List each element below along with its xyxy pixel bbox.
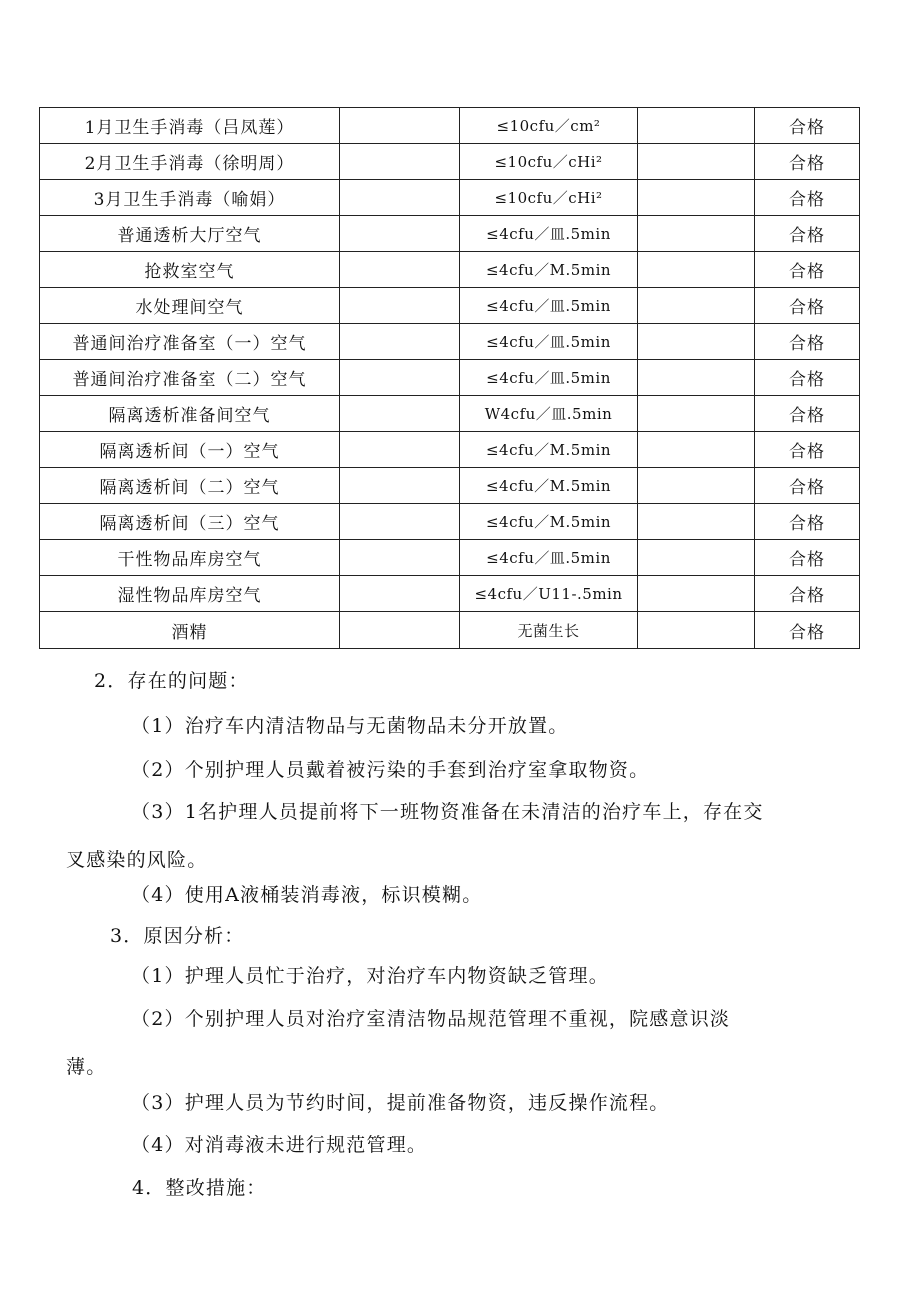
- standard-cell: ≤4cfu／M.5min: [460, 504, 638, 540]
- standard-cell: ≤4cfu／M.5min: [460, 252, 638, 288]
- standard-cell: ≤4cfu／皿.5min: [460, 324, 638, 360]
- paragraph-line: 薄。: [66, 1056, 107, 1078]
- table-row: [40, 324, 860, 360]
- result-cell: 合格: [755, 288, 860, 324]
- item-cell: 抢救室空气: [40, 252, 340, 288]
- standard-cell: ≤4cfu／M.5min: [460, 468, 638, 504]
- empty-cell: [340, 360, 460, 396]
- item-cell: 湿性物品库房空气: [40, 576, 340, 612]
- standard-cell: W4cfu／皿.5min: [460, 396, 638, 432]
- empty-cell: [638, 216, 755, 252]
- result-cell: 合格: [755, 432, 860, 468]
- standard-cell: ≤4cfu／M.5min: [460, 432, 638, 468]
- item-cell: 水处理间空气: [40, 288, 340, 324]
- table-row: [40, 180, 860, 216]
- paragraph-line: （2）个别护理人员对治疗室清洁物品规范管理不重视，院感意识淡: [131, 1008, 731, 1030]
- empty-cell: [638, 180, 755, 216]
- result-cell: 合格: [755, 180, 860, 216]
- empty-cell: [638, 288, 755, 324]
- table-row: [40, 252, 860, 288]
- result-cell: 合格: [755, 540, 860, 576]
- item-cell: 3月卫生手消毒（喻娟）: [40, 180, 340, 216]
- paragraph-line: （3）1名护理人员提前将下一班物资准备在未清洁的治疗车上，存在交: [131, 801, 764, 823]
- result-cell: 合格: [755, 576, 860, 612]
- item-cell: 隔离透析间（三）空气: [40, 504, 340, 540]
- result-cell: 合格: [755, 144, 860, 180]
- result-cell: 合格: [755, 612, 860, 649]
- empty-cell: [340, 612, 460, 649]
- item-cell: 干性物品库房空气: [40, 540, 340, 576]
- empty-cell: [340, 504, 460, 540]
- empty-cell: [340, 468, 460, 504]
- section-heading-problems: 2．存在的问题：: [94, 670, 249, 692]
- inspection-results-table: [39, 107, 860, 649]
- empty-cell: [340, 396, 460, 432]
- empty-cell: [638, 504, 755, 540]
- section-heading-rectification: 4．整改措施：: [132, 1177, 267, 1199]
- item-cell: 隔离透析间（二）空气: [40, 468, 340, 504]
- empty-cell: [340, 288, 460, 324]
- empty-cell: [638, 432, 755, 468]
- result-cell: 合格: [755, 396, 860, 432]
- standard-cell: ≤4cfu／皿.5min: [460, 288, 638, 324]
- item-cell: 普通间治疗准备室（二）空气: [40, 360, 340, 396]
- standard-cell: 无菌生长: [460, 612, 638, 649]
- standard-cell: ≤4cfu／皿.5min: [460, 216, 638, 252]
- paragraph-problem-4: （4）使用A液桶装消毒液，标识模糊。: [131, 884, 483, 906]
- empty-cell: [638, 396, 755, 432]
- result-cell: 合格: [755, 360, 860, 396]
- standard-cell: ≤10cfu／cm²: [460, 108, 638, 144]
- paragraph-cause-3: （3）护理人员为节约时间，提前准备物资，违反操作流程。: [131, 1092, 670, 1114]
- empty-cell: [340, 144, 460, 180]
- table-row: [40, 216, 860, 252]
- result-cell: 合格: [755, 252, 860, 288]
- empty-cell: [638, 252, 755, 288]
- result-cell: 合格: [755, 216, 860, 252]
- standard-cell: ≤4cfu／皿.5min: [460, 540, 638, 576]
- item-cell: 1月卫生手消毒（吕凤莲）: [40, 108, 340, 144]
- table-row: [40, 360, 860, 396]
- paragraph-cause-4: （4）对消毒液未进行规范管理。: [131, 1134, 428, 1156]
- standard-cell: ≤4cfu／U11-.5min: [460, 576, 638, 612]
- table-row: [40, 288, 860, 324]
- paragraph-cause-1: （1）护理人员忙于治疗，对治疗车内物资缺乏管理。: [131, 965, 609, 987]
- empty-cell: [340, 108, 460, 144]
- standard-cell: ≤10cfu／cHi²: [460, 144, 638, 180]
- empty-cell: [638, 144, 755, 180]
- paragraph-problem-3: [0, 794, 920, 878]
- standard-cell: ≤4cfu／皿.5min: [460, 360, 638, 396]
- empty-cell: [638, 540, 755, 576]
- empty-cell: [340, 432, 460, 468]
- empty-cell: [638, 324, 755, 360]
- result-cell: 合格: [755, 324, 860, 360]
- empty-cell: [638, 108, 755, 144]
- table-row: [40, 432, 860, 468]
- paragraph-problem-2: （2）个别护理人员戴着被污染的手套到治疗室拿取物资。: [131, 759, 650, 781]
- item-cell: 2月卫生手消毒（徐明周）: [40, 144, 340, 180]
- empty-cell: [638, 360, 755, 396]
- result-cell: 合格: [755, 468, 860, 504]
- table-row: [40, 144, 860, 180]
- item-cell: 普通间治疗准备室（一）空气: [40, 324, 340, 360]
- standard-cell: ≤10cfu／cHi²: [460, 180, 638, 216]
- table-row: [40, 504, 860, 540]
- empty-cell: [638, 468, 755, 504]
- paragraph-line: 叉感染的风险。: [66, 849, 208, 871]
- table-row: [40, 108, 860, 144]
- item-cell: 隔离透析间（一）空气: [40, 432, 340, 468]
- item-cell: 普通透析大厅空气: [40, 216, 340, 252]
- table-row: [40, 396, 860, 432]
- empty-cell: [340, 216, 460, 252]
- item-cell: 酒精: [40, 612, 340, 649]
- result-cell: 合格: [755, 108, 860, 144]
- result-cell: 合格: [755, 504, 860, 540]
- paragraph-cause-2: [0, 1001, 920, 1085]
- empty-cell: [340, 252, 460, 288]
- empty-cell: [638, 576, 755, 612]
- table-row: [40, 576, 860, 612]
- table-row: [40, 468, 860, 504]
- paragraph-problem-1: （1）治疗车内清洁物品与无菌物品未分开放置。: [131, 715, 569, 737]
- empty-cell: [340, 540, 460, 576]
- table-row: [40, 540, 860, 576]
- item-cell: 隔离透析准备间空气: [40, 396, 340, 432]
- empty-cell: [340, 180, 460, 216]
- empty-cell: [340, 324, 460, 360]
- empty-cell: [638, 612, 755, 649]
- section-heading-cause-analysis: 3．原因分析：: [110, 925, 245, 947]
- table-row: [40, 612, 860, 649]
- empty-cell: [340, 576, 460, 612]
